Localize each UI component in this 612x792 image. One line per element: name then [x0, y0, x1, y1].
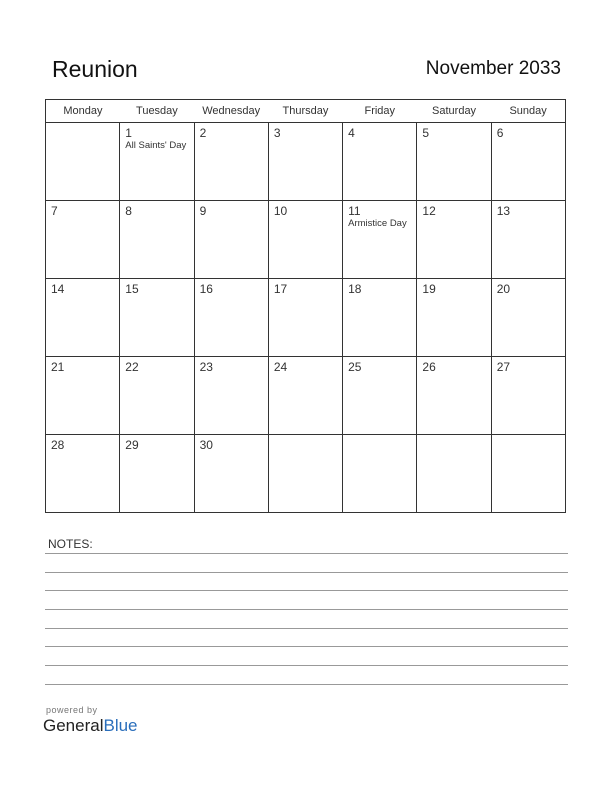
calendar-day-cell [268, 279, 342, 357]
calendar-week-row [46, 201, 566, 279]
notes-line [45, 553, 568, 554]
calendar-day-cell [491, 201, 565, 279]
calendar-week-row [46, 435, 566, 513]
calendar-day-cell [46, 435, 120, 513]
calendar-day-cell [491, 123, 565, 201]
calendar-location-title: Reunion [52, 56, 138, 82]
day-number: 4 [348, 126, 355, 140]
calendar-day-cell [343, 435, 417, 513]
notes-line [45, 628, 568, 629]
calendar-day-cell [343, 279, 417, 357]
weekday-header: Monday [46, 100, 120, 123]
day-number: 28 [51, 438, 65, 452]
calendar-day-cell [120, 123, 194, 201]
day-number: 5 [422, 126, 430, 140]
day-number: 6 [496, 126, 504, 140]
calendar-day-cell [343, 357, 417, 435]
calendar-day-cell [268, 123, 342, 201]
day-number: 7 [51, 204, 58, 218]
calendar-day-cell [46, 279, 120, 357]
calendar-day-cell [120, 279, 194, 357]
generalblue-logo[interactable] [43, 716, 138, 736]
calendar-day-cell [120, 357, 194, 435]
calendar-day-cell [194, 357, 268, 435]
notes-line [45, 646, 568, 647]
day-number: 12 [422, 204, 436, 218]
powered-by-text: powered by [46, 705, 98, 715]
calendar-grid [45, 99, 566, 513]
notes-line [45, 684, 568, 685]
calendar-day-cell [46, 201, 120, 279]
logo-general-text: General [43, 716, 104, 735]
day-number: 23 [199, 360, 213, 374]
day-number: 14 [51, 282, 65, 296]
day-number: 25 [348, 360, 362, 374]
notes-line [45, 665, 568, 666]
day-number: 18 [348, 282, 362, 296]
calendar-day-cell [268, 435, 342, 513]
day-number: 21 [51, 360, 65, 374]
calendar-day-cell [417, 123, 491, 201]
day-number: 9 [199, 204, 207, 218]
day-number: 29 [125, 438, 139, 452]
weekday-header: Friday [343, 100, 417, 123]
weekday-header: Tuesday [120, 100, 194, 123]
holiday-label: Armistice Day [348, 218, 407, 229]
day-number: 13 [496, 204, 511, 218]
logo-blue-text: Blue [103, 716, 138, 735]
weekday-header: Wednesday [194, 100, 268, 123]
calendar-day-cell [120, 201, 194, 279]
day-number: 8 [125, 204, 132, 218]
day-number: 11 [348, 204, 361, 218]
weekday-header: Sunday [491, 100, 565, 123]
notes-line [45, 572, 568, 573]
weekday-header-row [46, 100, 566, 123]
notes-line [45, 590, 568, 591]
calendar-day-cell [194, 279, 268, 357]
calendar-day-cell [343, 201, 417, 279]
day-number: 27 [496, 360, 511, 374]
day-number: 20 [496, 282, 511, 296]
notes-label: NOTES: [48, 537, 93, 551]
day-number: 24 [273, 360, 288, 374]
calendar-day-cell [194, 201, 268, 279]
notes-line [45, 609, 568, 610]
day-number: 15 [125, 282, 139, 296]
calendar-day-cell [417, 279, 491, 357]
day-number: 17 [273, 282, 288, 296]
calendar-day-cell [343, 123, 417, 201]
calendar-week-row [46, 357, 566, 435]
calendar-day-cell [194, 435, 268, 513]
calendar-day-cell [417, 357, 491, 435]
day-number: 2 [199, 126, 207, 140]
day-number: 3 [273, 126, 281, 140]
calendar-day-cell [417, 435, 491, 513]
calendar-day-cell [194, 123, 268, 201]
holiday-label: All Saints' Day [125, 140, 187, 151]
day-number: 22 [125, 360, 139, 374]
calendar-day-cell [491, 435, 565, 513]
calendar-day-cell [491, 357, 565, 435]
calendar-day-cell [46, 357, 120, 435]
day-number: 16 [199, 282, 213, 296]
calendar-week-row [46, 279, 566, 357]
weekday-header: Saturday [417, 100, 491, 123]
day-number: 26 [422, 360, 436, 374]
calendar-month-title: November 2033 [425, 58, 561, 79]
day-number: 10 [273, 204, 288, 218]
day-number: 19 [422, 282, 436, 296]
calendar-day-cell [491, 279, 565, 357]
calendar-week-row [46, 123, 566, 201]
calendar-day-cell [120, 435, 194, 513]
calendar-day-cell [46, 123, 120, 201]
weekday-header: Thursday [268, 100, 342, 123]
day-number: 1 [125, 126, 132, 140]
calendar-day-cell [417, 201, 491, 279]
day-number: 30 [199, 438, 213, 452]
calendar-day-cell [268, 357, 342, 435]
calendar-day-cell [268, 201, 342, 279]
